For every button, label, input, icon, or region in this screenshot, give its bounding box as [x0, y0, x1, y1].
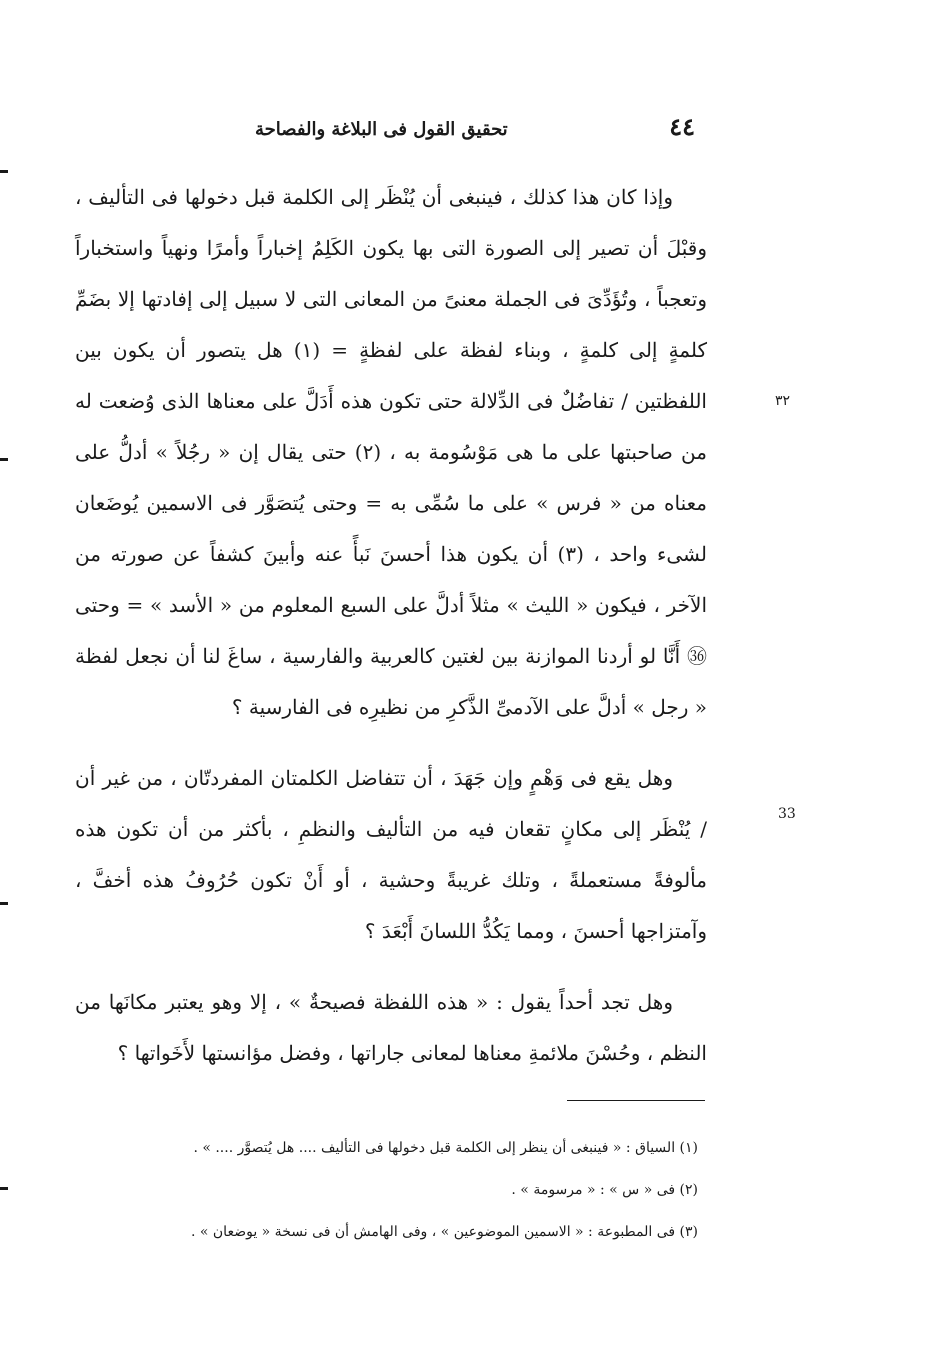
main-text [75, 172, 707, 1079]
margin-reference-33: 33 [778, 806, 796, 822]
margin-reference-32: ٣٢ [775, 393, 791, 409]
scan-edge-mark [0, 902, 8, 905]
paragraph: وإذا كان هذا كذلك ، فينبغى أن يُنْظَر إلى الكلمة قبل دخولها فى التأليف ، وقبْلَ أن تصير إلى الصورة التى بها يكون الكَلِمُ إخباراً وأمرًا ونهياً واستخباراً وتعجباً ، وتُؤَدِّىَ فى الجملة معنىً من المعانى التى لا سبيل إلى إفادتها إلا بضَمِّ كلمةٍ إلى كلمةٍ ، وبناء لفظة على لفظةٍ = (١) هل يتصور أن يكون بين اللفظتين / تفاضُلٌ فى الدِّلالة حتى تكون هذه أَدَلَّ على معناها الذى وُضعت له من صاحبتها على ما هى مَوْسُومة به ، (٢) حتى يقال إن « رجُلاً » أدلُّ على معناه من « فرس » على ما سُمِّى به = وحتى يُتصَوَّر فى الاسمين يُوضَعان لشىء واحد ، (٣) أن يكون هذا أحسنَ نَبأً عنه وأبينَ كشفاً عن صورته من الآخر ، فيكون « الليث » مثلاً أدلَّ على السبع المعلوم من « الأسد » = وحتى ㊱ أَنَّا لو أردنا الموازنة بين لغتين كالعربية والفارسية ، ساغَ لنا أن نجعل لفظة « رجل » أدلَّ على الآدمىِّ الذَّكرِ من نظيرِه فى الفارسية ؟ [75, 185, 708, 719]
page-header [255, 112, 695, 142]
footnote: (٣) فى المطبوعة : « الاسمين الموضوعين » ، وفى الهامش أن فى نسخة « يوضعان » . [190, 1224, 698, 1240]
footnotes [108, 1138, 698, 1264]
paragraph: وهل تجد أحداً يقول : « هذه اللفظة فصيحةٌ » ، إلا وهو يعتبر مكانَها من النظم ، وحُسْنَ ملائمةِ معناها لمعانى جاراتها ، وفضل مؤانستها لأَخَواتها ؟ [75, 990, 707, 1065]
paragraph: وهل يقع فى وَهْمٍ وإن جَهَدَ ، أن تتفاضل الكلمتان المفردتّان ، من غير أن / يُنْظَر إلى مكانٍ تقعان فيه من التأليف والنظمِ ، بأكثر من أن تكون هذه مألوفةً مستعملةً ، وتلك غريبةً وحشية ، أو أَنْ تكون حُرُوفُ هذه أخفَّ ، وآمتزاجها أحسنَ ، ومما يَكُدُّ اللسانَ أَبْعَدَ ؟ [75, 766, 707, 943]
running-title: تحقيق القول فى البلاغة والفصاحة [255, 119, 508, 140]
scan-edge-mark [0, 1187, 8, 1190]
page-number: ٤٤ [669, 112, 695, 141]
scan-edge-mark [0, 458, 8, 461]
footnote-separator [567, 1100, 705, 1101]
scan-edge-mark [0, 170, 8, 173]
footnote: (١) السياق : « فينبغى أن ينظر إلى الكلمة قبل دخولها فى التأليف .... هل يُتصوَّر .... » . [193, 1140, 698, 1156]
footnote: (٢) فى « س » : « مرسومة » . [511, 1182, 698, 1198]
